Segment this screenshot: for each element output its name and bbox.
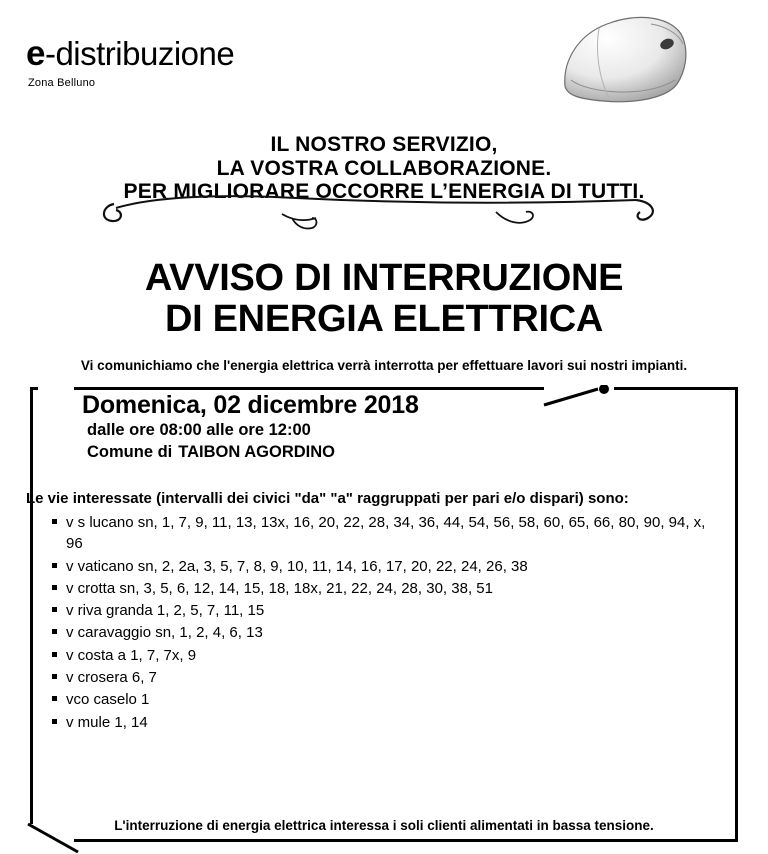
frame-flourish-icon (542, 385, 614, 407)
list-item (52, 512, 712, 555)
bullet-icon (52, 652, 57, 657)
slogan-line-1: IL NOSTRO SERVIZIO, (270, 133, 498, 156)
street-text: v costa a 1, 7, 7x, 9 (66, 646, 197, 664)
street-text: v crosera 6, 7 (66, 669, 157, 687)
flourish-divider-icon (96, 188, 666, 236)
brand-logo-e: e (26, 34, 45, 73)
bullet-icon (52, 585, 57, 590)
comune-label: Comune di (87, 443, 173, 461)
list-item (52, 556, 712, 577)
footer-note: L'interruzione di energia elettrica interessa i soli clienti alimentati in bassa tensione. (114, 818, 654, 833)
slogan-line-3: PER MIGLIORARE OCCORRE L’ENERGIA DI TUTTI. (123, 180, 645, 204)
brand-zone-label: Zona Belluno (28, 77, 96, 89)
bullet-icon (52, 629, 57, 634)
safety-helmet-icon (555, 8, 690, 113)
bullet-icon (52, 563, 57, 568)
brand-logo-word: -distribuzione (44, 35, 235, 72)
bullet-icon (52, 607, 57, 612)
page-subtitle: Vi comunichiamo che l'energia elettrica verrà interrotta per effettuare lavori sui nostri impianti. (80, 358, 688, 373)
list-item (52, 578, 712, 599)
bullet-icon (52, 719, 57, 724)
interruption-hours: dalle ore 08:00 alle ore 12:00 (87, 421, 311, 439)
comune-line (87, 443, 335, 462)
bullet-icon (52, 696, 57, 701)
bullet-icon (52, 519, 57, 524)
street-text: v riva granda 1, 2, 5, 7, 11, 15 (66, 602, 265, 620)
list-item (52, 712, 712, 733)
slogan-line-2: LA VOSTRA COLLABORAZIONE. (216, 156, 552, 180)
frame-gap-left (38, 383, 74, 393)
streets-heading: Le vie interessate (intervalli dei civici "da" "a" raggruppati per pari e/o dispari) sono: (26, 490, 629, 507)
list-item (52, 600, 712, 621)
list-item (52, 622, 712, 643)
list-item (52, 645, 712, 666)
brand-logo-text (26, 36, 234, 71)
streets-list (52, 512, 712, 734)
street-text: vco caselo 1 (66, 691, 150, 709)
interruption-date: Domenica, 02 dicembre 2018 (82, 391, 419, 419)
street-text: v caravaggio sn, 1, 2, 4, 6, 13 (66, 624, 263, 642)
page-title (0, 258, 768, 340)
comune-name: TAIBON AGORDINO (178, 443, 335, 461)
bullet-icon (52, 674, 57, 679)
page-title-line-1: AVVISO DI INTERRUZIONE (144, 257, 624, 299)
street-text: v crotta sn, 3, 5, 6, 12, 14, 15, 18, 18x, 21, 22, 24, 28, 30, 38, 51 (66, 579, 493, 597)
street-text: v s lucano sn, 1, 7, 9, 11, 13, 13x, 16, 20, 22, 28, 34, 36, 44, 54, 56, 58, 60, 65, 66, 80, 90, 94, x, 96 (66, 514, 706, 553)
list-item (52, 689, 712, 710)
brand-logo (26, 36, 234, 89)
street-text: v mule 1, 14 (66, 713, 148, 731)
page-title-line-2: DI ENERGIA ELETTRICA (164, 298, 604, 341)
list-item (52, 667, 712, 688)
street-text: v vaticano sn, 2, 2a, 3, 5, 7, 8, 9, 10, 11, 14, 16, 17, 20, 22, 24, 26, 38 (66, 557, 528, 575)
